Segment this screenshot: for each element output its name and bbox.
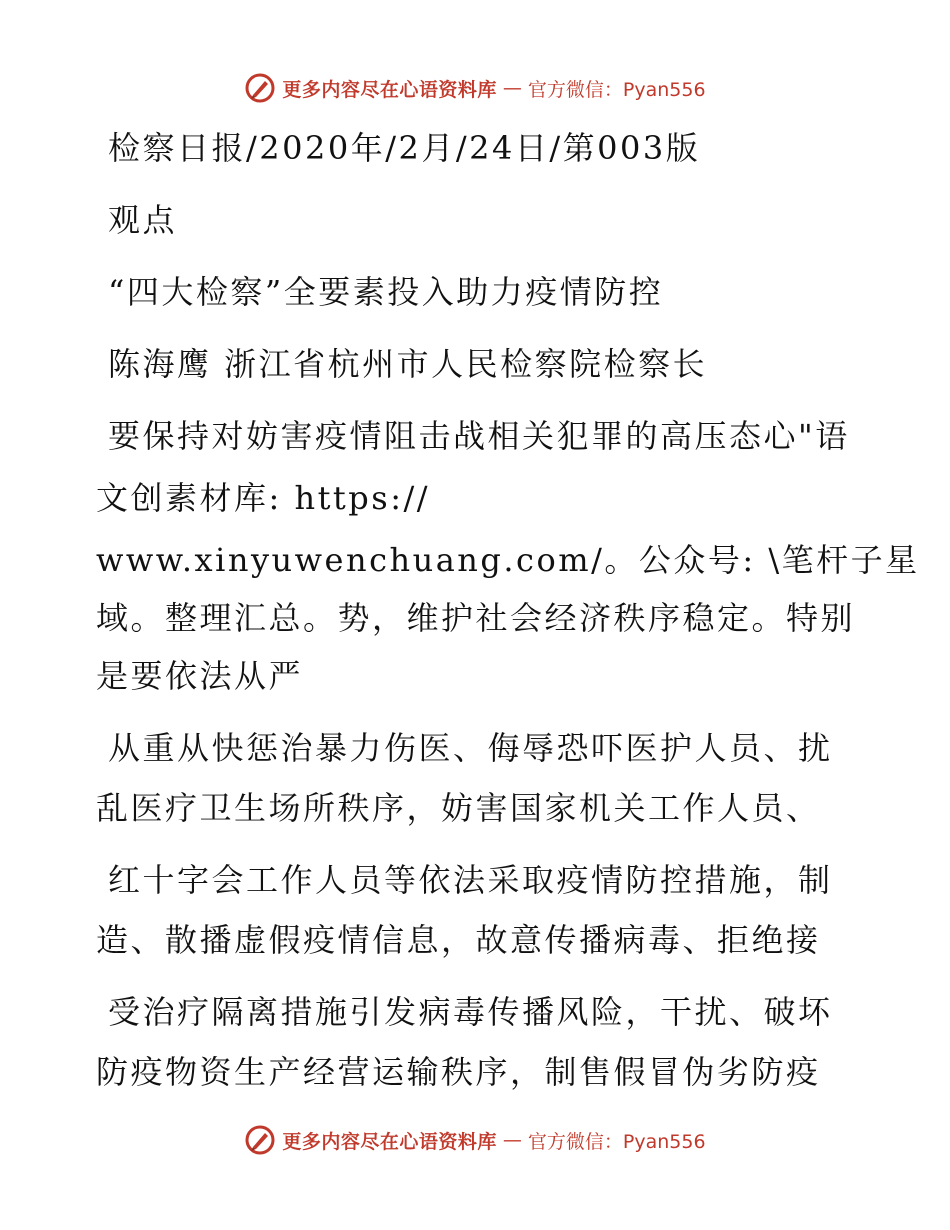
banner-separator: —: [502, 1129, 522, 1151]
banner-wechat-text: 官方微信：Pyan556: [527, 1130, 706, 1153]
body-line: 红十字会工作人员等依法采取疫情防控措施，制: [108, 861, 833, 899]
body-line: 是要依法从严: [96, 657, 304, 695]
banner-separator: —: [502, 77, 522, 99]
article-title: “四大检察”全要素投入助力疫情防控: [108, 273, 664, 311]
body-line: 防疫物资生产经营运输秩序，制售假冒伪劣防疫: [96, 1053, 821, 1091]
body-line: www.xinyuwenchuang.com/。公众号: \笔杆子星: [96, 541, 920, 579]
body-line: 造、散播虚假疫情信息，故意传播病毒、拒绝接: [96, 921, 821, 959]
source-line: 检察日报/2020年/2月/24日/第003版: [108, 129, 701, 167]
body-line: 从重从快惩治暴力伤医、侮辱恐吓医护人员、扰: [108, 729, 833, 767]
author-line: 陈海鹰 浙江省杭州市人民检察院检察长: [108, 345, 708, 383]
body-line: 乱医疗卫生场所秩序，妨害国家机关工作人员、: [96, 789, 821, 827]
body-line: 域。整理汇总。势，维护社会经济秩序稳定。特别: [96, 599, 856, 637]
pen-logo-icon: [244, 72, 276, 104]
header-banner: [0, 72, 950, 104]
banner-wechat-text: 官方微信：Pyan556: [527, 78, 706, 101]
pen-logo-icon: [244, 1124, 276, 1156]
body-line: 要保持对妨害疫情阻击战相关犯罪的高压态心"语: [108, 417, 850, 455]
banner-brand-text: 更多内容尽在心语资料库: [282, 78, 497, 101]
body-line: 受治疗隔离措施引发病毒传播风险，干扰、破坏: [108, 993, 833, 1031]
banner-brand-text: 更多内容尽在心语资料库: [282, 1130, 497, 1153]
section-label: 观点: [108, 201, 178, 239]
body-line: 文创素材库: https://: [96, 479, 431, 517]
footer-banner: [0, 1124, 950, 1156]
